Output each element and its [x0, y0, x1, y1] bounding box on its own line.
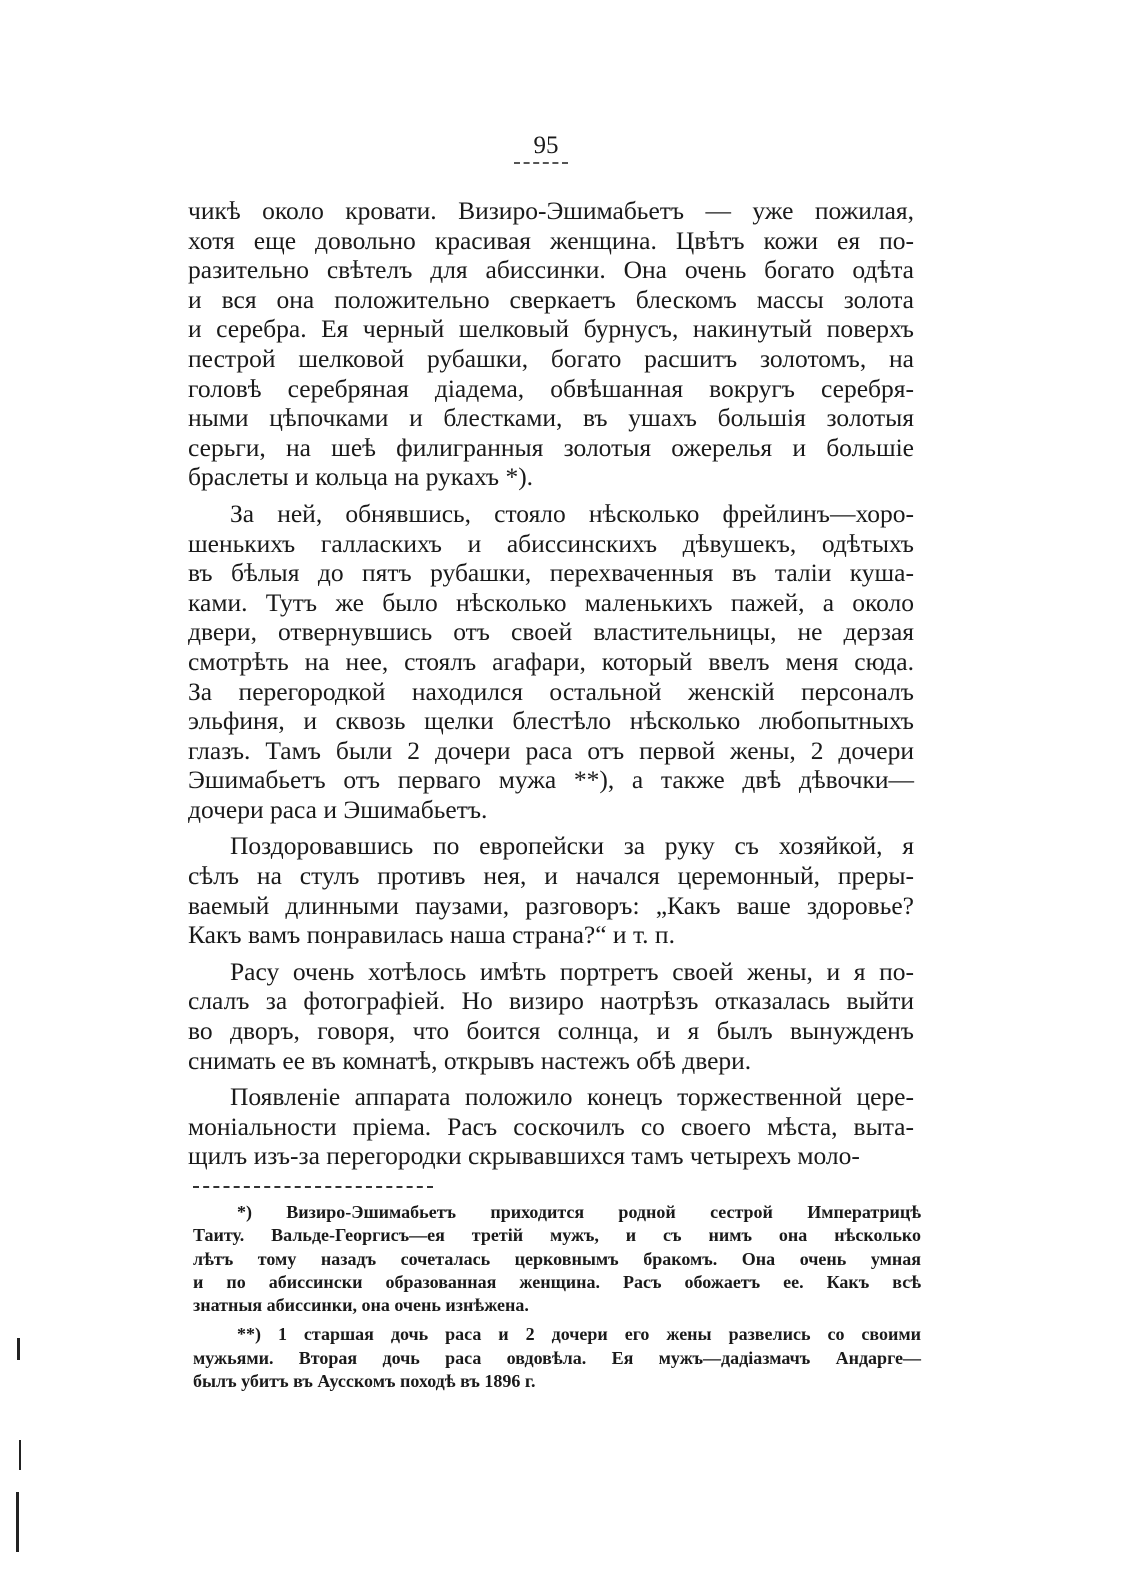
- paragraph: [188, 196, 914, 492]
- text-line: ками. Тутъ же было нѣсколько маленькихъ пажей, а около: [188, 587, 914, 617]
- text-line: Появленіе аппарата положило конецъ торжественной цере-: [230, 1082, 914, 1112]
- paragraph-gap: [188, 1075, 914, 1082]
- text-line: моніальности пріема. Расъ соскочилъ со своего мѣста, выта-: [188, 1111, 914, 1141]
- text-line: ваемый длинными паузами, разговоръ: „Какъ ваше здоровье?: [188, 890, 914, 920]
- text-line: головѣ серебряная діадема, обвѣшанная вокругъ серебря-: [188, 373, 914, 403]
- text-line: хотя еще довольно красивая женщина. Цвѣтъ кожи ея по-: [188, 225, 914, 255]
- paragraph-gap: [188, 824, 914, 831]
- text-line: слалъ за фотографіей. Но визиро наотрѣзъ отказалась выйти: [188, 986, 914, 1016]
- text-line: дочери раса и Эшимабьетъ.: [188, 794, 488, 824]
- text-line: Расу очень хотѣлось имѣть портретъ своей жены, и я по-: [230, 956, 914, 986]
- text-line: щилъ изъ-за перегородки скрывавшихся тамъ четырехъ моло-: [188, 1141, 860, 1171]
- text-line: Какъ вамъ понравилась наша страна?“ и т. п.: [188, 920, 675, 950]
- text-line: и вся она положительно сверкаетъ блескомъ массы золота: [188, 284, 914, 314]
- paragraph: [188, 1082, 914, 1171]
- footnote-line: Таиту. Вальде-Георгисъ—ея третій мужъ, и съ нимъ она нѣсколько: [193, 1225, 921, 1246]
- margin-mark: [16, 1492, 19, 1552]
- paragraph-gap: [188, 950, 914, 957]
- paragraph: [188, 499, 914, 825]
- text-line: ными цѣпочками и блестками, въ ушахъ большія золотыя: [188, 403, 914, 433]
- main-text: [188, 196, 914, 1171]
- footnote: [193, 1201, 921, 1317]
- page-number-rule: [514, 162, 568, 164]
- text-line: во дворъ, говоря, что боится солнца, и я былъ вынужденъ: [188, 1016, 914, 1046]
- text-line: двери, отвернувшись отъ своей властительницы, не дерзая: [188, 617, 914, 647]
- footnote-line: лѣтъ тому назадъ сочеталась церковнымъ бракомъ. Она очень умная: [193, 1248, 921, 1269]
- footnote-line: *) Визиро-Эшимабьетъ приходится родной сестрой Императрицѣ: [237, 1202, 921, 1222]
- text-line: глазъ. Тамъ были 2 дочери раса отъ первой жены, 2 дочери: [188, 735, 914, 765]
- paragraph-gap: [188, 492, 914, 499]
- text-line: Поздоровавшись по европейски за руку съ хозяйкой, я: [230, 831, 914, 861]
- text-line: сѣлъ на стулъ противъ нея, и начался церемонный, преры-: [188, 861, 914, 891]
- text-line: эльфиня, и сквозь щелки блестѣло нѣсколько любопытныхъ: [188, 706, 914, 736]
- footnote-separator: [193, 1186, 433, 1188]
- footnote-line: былъ убитъ въ Аусскомъ походѣ въ 1896 г.: [193, 1371, 536, 1392]
- text-line: За ней, обнявшись, стояло нѣсколько фрейлинъ—хоро-: [230, 498, 914, 528]
- text-line: снимать ее въ комнатѣ, открывъ настежъ обѣ двери.: [188, 1045, 752, 1075]
- footnote-line: знатныя абиссинки, она очень изнѣжена.: [193, 1295, 529, 1316]
- text-line: въ бѣлыя до пятъ рубашки, перехваченныя въ таліи куша-: [188, 558, 914, 588]
- footnote-line: **) 1 старшая дочь раса и 2 дочери его жены развелись со своими: [237, 1324, 921, 1345]
- footnote: [193, 1323, 921, 1393]
- text-line: чикѣ около кровати. Визиро-Эшимабьетъ — уже пожилая,: [188, 196, 914, 225]
- footnote-line: и по абиссински образованная женщина. Расъ обожаетъ ее. Какъ всѣ: [193, 1271, 921, 1292]
- text-line: шенькихъ галласкихъ и абиссинскихъ дѣвушекъ, одѣтыхъ: [188, 528, 914, 558]
- margin-mark: [19, 1440, 21, 1470]
- text-line: Эшимабьетъ отъ перваго мужа **), а также двѣ дѣвочки—: [188, 765, 914, 795]
- margin-mark: [17, 1338, 20, 1360]
- text-line: и серебра. Ея черный шелковый бурнусъ, накинутый поверхъ: [188, 314, 914, 344]
- text-line: разительно свѣтелъ для абиссинки. Она очень богато одѣта: [188, 255, 914, 285]
- text-line: пестрой шелковой рубашки, богато расшитъ золотомъ, на: [188, 343, 914, 373]
- footnote-line: мужьями. Вторая дочь раса овдовѣла. Ея мужъ—дадіазмачъ Андарге—: [193, 1347, 921, 1368]
- paragraph: [188, 831, 914, 949]
- text-line: За перегородкой находился остальной женскій персоналъ: [188, 676, 914, 706]
- paragraph: [188, 957, 914, 1075]
- footnotes: [193, 1201, 921, 1393]
- text-line: смотрѣть на нее, стоялъ агафари, который ввелъ меня сюда.: [188, 646, 914, 676]
- page-number: 95: [533, 132, 559, 159]
- text-line: браслеты и кольца на рукахъ *).: [188, 462, 534, 492]
- text-line: серьги, на шеѣ филигранныя золотыя ожерелья и большіе: [188, 432, 914, 462]
